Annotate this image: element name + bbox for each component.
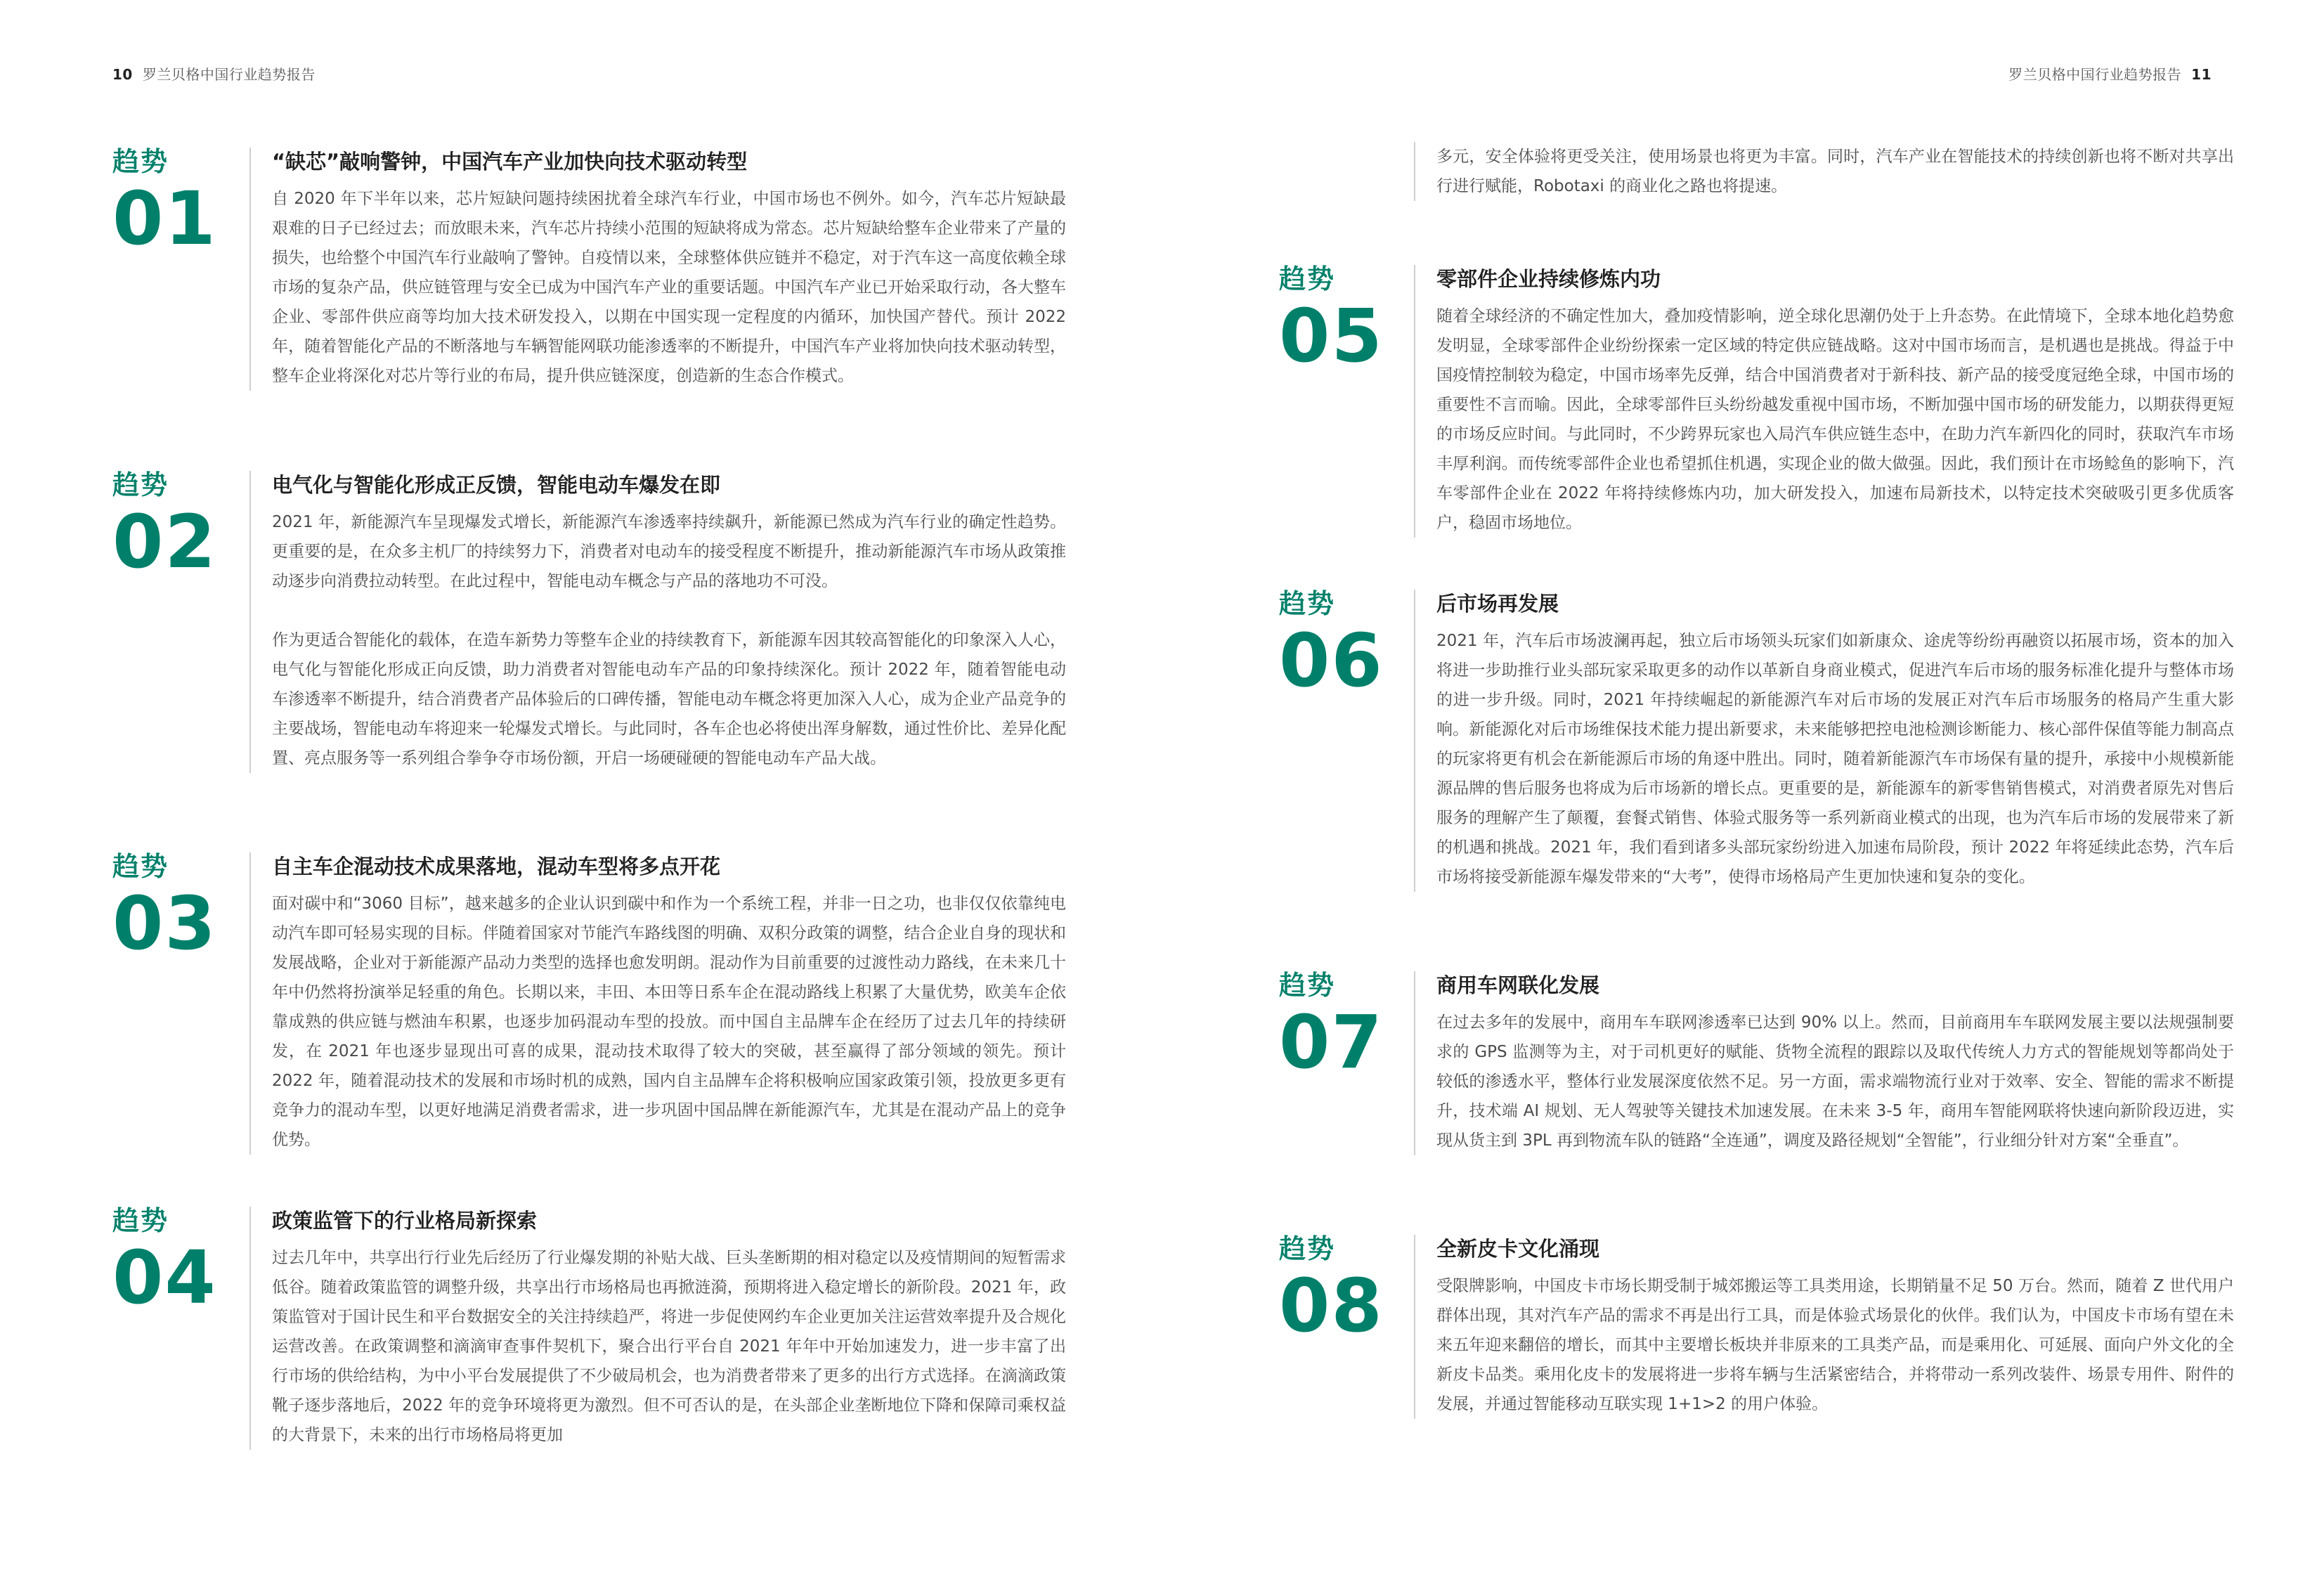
continuation-block	[1414, 142, 2234, 201]
trend-number: 02	[112, 499, 217, 585]
left-page-header	[112, 63, 316, 84]
trend-05-body	[1414, 265, 2234, 538]
trend-paragraph: 过去几年中，共享出行行业先后经历了行业爆发期的补贴大战、巨头垄断期的相对稳定以及疫情期间的短暂需求低谷。随着政策监管的调整升级，共享出行市场格局也再掀涟漪，预期将进入稳定增长的新阶段。2021 年，政策监管对于国计民生和平台数据安全的关注持续趋严，将进一步促使网约车企业更加关注运营效率提升及合规化运营改善。在政策调整和滴滴审查事件契机下，聚合出行平台自 2021 年年中开始加速发力，进一步丰富了出行市场的供给结构，为中小平台发展提供了不少破局机会，也为消费者带来了更多的出行方式选择。在滴滴政策靴子逐步落地后，2022 年的竞争环境将更为激烈。但不可否认的是，在头部企业垄断地位下降和保障司乘权益的大背景下，未来的出行市场格局将更加	[272, 1249, 1066, 1444]
trend-tag: 趋势	[1279, 264, 1336, 294]
trend-06-label	[1279, 586, 1420, 703]
trend-title: 电气化与智能化形成正反馈，智能电动车爆发在即	[272, 473, 721, 497]
trend-tag: 趋势	[1279, 1233, 1336, 1264]
trend-paragraph: 自 2020 年下半年以来，芯片短缺问题持续困扰着全球汽车行业，中国市场也不例外。如今，汽车芯片短缺最艰难的日子已经过去；而放眼未来，汽车芯片持续小范围的短缺将成为常态。芯片短缺给整车企业带来了产量的损失，也给整个中国汽车行业敲响了警钟。自疫情以来，全球整体供应链并不稳定，对于汽车这一高度依赖全球市场的复杂产品，供应链管理与安全已成为中国汽车产业的重要话题。中国汽车产业已开始采取行动，各大整车企业、零部件供应商等均加大技术研发投入，以期在中国实现一定程度的内循环，加快国产替代。预计 2022 年，随着智能化产品的不断落地与车辆智能网联功能渗透率的不断提升，中国汽车产业将加快向技术驱动转型，整车企业将深化对芯片等行业的布局，提升供应链深度，创造新的生态合作模式。	[272, 190, 1066, 385]
trend-08-body	[1414, 1235, 2234, 1419]
trend-paragraph: 面对碳中和“3060 目标”，越来越多的企业认识到碳中和作为一个系统工程，并非一日之功，也非仅仅依靠纯电动汽车即可轻易实现的目标。伴随着国家对节能汽车路线图的明确、双积分政策的调整，结合企业自身的现状和发展战略，企业对于新能源产品动力类型的选择也愈发明朗。混动作为目前重要的过渡性动力路线，在未来几十年中仍然将扮演举足轻重的角色。长期以来，丰田、本田等日系车企在混动路线上积累了大量优势，欧美车企依靠成熟的供应链与燃油车积累，也逐步加码混动车型的投放。而中国自主品牌车企在经历了过去几年的持续研发，在 2021 年也逐步显现出可喜的成果，混动技术取得了较大的突破，甚至赢得了部分领域的领先。预计 2022 年，随着混动技术的发展和市场时机的成熟，国内自主品牌车企将积极响应国家政策引领，投放更多更有竞争力的混动车型，以更好地满足消费者需求，进一步巩固中国品牌在新能源汽车，尤其是在混动产品上的竞争优势。	[272, 895, 1066, 1149]
trend-title: 零部件企业持续修炼内功	[1436, 267, 1661, 291]
trend-02-body	[249, 471, 1066, 773]
trend-tag: 趋势	[1279, 970, 1336, 1001]
right-page-number: 11	[2191, 66, 2212, 83]
trend-08-label	[1279, 1231, 1420, 1349]
trend-tag: 趋势	[1279, 588, 1336, 619]
trend-title: 全新皮卡文化涌现	[1436, 1237, 1600, 1261]
trend-tag: 趋势	[112, 1205, 169, 1236]
trend-02-label	[112, 467, 253, 585]
trend-03-label	[112, 849, 253, 966]
trend-number: 06	[1279, 618, 1384, 703]
right-page-header	[2008, 63, 2212, 84]
trend-01-body	[249, 148, 1066, 391]
trend-paragraph: 在过去多年的发展中，商用车车联网渗透率已达到 90% 以上。然而，目前商用车车联网发展主要以法规强制要求的 GPS 监测等为主，对于司机更好的赋能、货物全流程的跟踪以及取代传统人力方式的智能规划等都尚处于较低的渗透水平，整体行业发展深度依然不足。另一方面，需求端物流行业对于效率、安全、智能的需求不断提升，技术端 AI 规划、无人驾驶等关键技术加速发展。在未来 3-5 年，商用车智能网联将快速向新阶段迈进，实现从货主到 3PL 再到物流车队的链路“全连通”，调度及路径规划“全智能”，行业细分针对方案“全垂直”。	[1436, 1013, 2234, 1150]
trend-paragraph: 作为更适合智能化的载体，在造车新势力等整车企业的持续教育下，新能源车因其较高智能化的印象深入人心，电气化与智能化形成正向反馈，助力消费者对智能电动车产品的印象持续深化。预计 2022 年，随着智能电动车渗透率不断提升，结合消费者产品体验后的口碑传播，智能电动车概念将更加深入人心，成为企业产品竞争的主要战场，智能电动车将迎来一轮爆发式增长。与此同时，各车企也必将使出浑身解数，通过性价比、差异化配置、亮点服务等一系列组合拳争夺市场份额，开启一场硬碰硬的智能电动车产品大战。	[272, 631, 1066, 767]
right-report-title: 罗兰贝格中国行业趋势报告	[2008, 66, 2182, 83]
trend-title: 商用车网联化发展	[1436, 973, 1600, 997]
trend-number: 03	[112, 881, 217, 966]
trend-number: 01	[112, 176, 217, 261]
trend-tag: 趋势	[112, 851, 169, 882]
trend-number: 08	[1279, 1263, 1384, 1349]
trend-07-label	[1279, 968, 1420, 1085]
trend-07-body	[1414, 971, 2234, 1155]
trend-06-body	[1414, 590, 2234, 892]
trend-05-label	[1279, 261, 1420, 379]
trend-paragraph: 2021 年，新能源汽车呈现爆发式增长，新能源汽车渗透率持续飙升，新能源已然成为汽车行业的确定性趋势。更重要的是，在众多主机厂的持续努力下，消费者对电动车的接受程度不断提升，推动新能源汽车市场从政策推动逐步向消费拉动转型。在此过程中，智能电动车概念与产品的落地功不可没。	[272, 513, 1066, 590]
trend-tag: 趋势	[112, 469, 169, 500]
trend-paragraph: 2021 年，汽车后市场波澜再起，独立后市场领头玩家们如新康众、途虎等纷纷再融资以拓展市场，资本的加入将进一步助推行业头部玩家采取更多的动作以革新自身商业模式，促进汽车后市场的服务标准化提升与整体市场的进一步升级。同时，2021 年持续崛起的新能源汽车对后市场的发展正对汽车后市场服务的格局产生重大影响。新能源化对后市场维保技术能力提出新要求，未来能够把控电池检测诊断能力、核心部件保值等能力制高点的玩家将更有机会在新能源后市场的角逐中胜出。同时，随着新能源汽车市场保有量的提升，承接中小规模新能源品牌的售后服务也将成为后市场新的增长点。更重要的是，新能源车的新零售销售模式，对消费者原先对售后服务的理解产生了颠覆，套餐式销售、体验式服务等一系列新商业模式的出现，也为汽车后市场的发展带来了新的机遇和挑战。2021 年，我们看到诸多头部玩家纷纷进入加速布局阶段，预计 2022 年将延续此态势，汽车后市场将接受新能源车爆发带来的“大考”，使得市场格局产生更加快速和复杂的变化。	[1436, 632, 2234, 886]
trend-04-body	[249, 1207, 1066, 1450]
trend-title: “缺芯”敲响警钟，中国汽车产业加快向技术驱动转型	[272, 150, 748, 174]
trend-04-label	[112, 1203, 253, 1320]
trend-number: 05	[1279, 293, 1384, 379]
trend-title: 自主车企混动技术成果落地，混动车型将多点开花	[272, 855, 721, 878]
trend-tag: 趋势	[112, 146, 169, 177]
trend-03-body	[249, 852, 1066, 1155]
trend-title: 后市场再发展	[1436, 592, 1559, 616]
left-page-number: 10	[112, 66, 133, 83]
trend-title: 政策监管下的行业格局新探索	[272, 1209, 538, 1233]
trend-01-label	[112, 144, 253, 261]
trend-number: 04	[112, 1235, 217, 1320]
trend-number: 07	[1279, 999, 1384, 1085]
trend-paragraph: 受限牌影响，中国皮卡市场长期受制于城郊搬运等工具类用途，长期销量不足 50 万台。然而，随着 Z 世代用户群体出现，其对汽车产品的需求不再是出行工具，而是体验式场景化的伙伴。我们认为，中国皮卡市场有望在未来五年迎来翻倍的增长，而其中主要增长板块并非原来的工具类产品，而是乘用化、可延展、面向户外文化的全新皮卡品类。乘用化皮卡的发展将进一步将车辆与生活紧密结合，并将带动一系列改装件、场景专用件、附件的发展，并通过智能移动互联实现 1+1>2 的用户体验。	[1436, 1277, 2234, 1413]
continuation-paragraph: 多元，安全体验将更受关注，使用场景也将更为丰富。同时，汽车产业在智能技术的持续创新也将不断对共享出行进行赋能，Robotaxi 的商业化之路也将提速。	[1436, 148, 2234, 195]
left-report-title: 罗兰贝格中国行业趋势报告	[142, 66, 316, 83]
trend-paragraph: 随着全球经济的不确定性加大，叠加疫情影响，逆全球化思潮仍处于上升态势。在此情境下，全球本地化趋势愈发明显，全球零部件企业纷纷探索一定区域的特定供应链战略。这对中国市场而言，是机遇也是挑战。得益于中国疫情控制较为稳定，中国市场率先反弹，结合中国消费者对于新科技、新产品的接受度冠绝全球，中国市场的重要性不言而喻。因此，全球零部件巨头纷纷越发重视中国市场，不断加强中国市场的研发能力，以期获得更短的市场反应时间。与此同时，不少跨界玩家也入局汽车供应链生态中，在助力汽车新四化的同时，获取汽车市场丰厚利润。而传统零部件企业也希望抓住机遇，实现企业的做大做强。因此，我们预计在市场鲶鱼的影响下，汽车零部件企业在 2022 年将持续修炼内功，加大研发投入，加速布局新技术，以特定技术突破吸引更多优质客户，稳固市场地位。	[1436, 307, 2234, 532]
